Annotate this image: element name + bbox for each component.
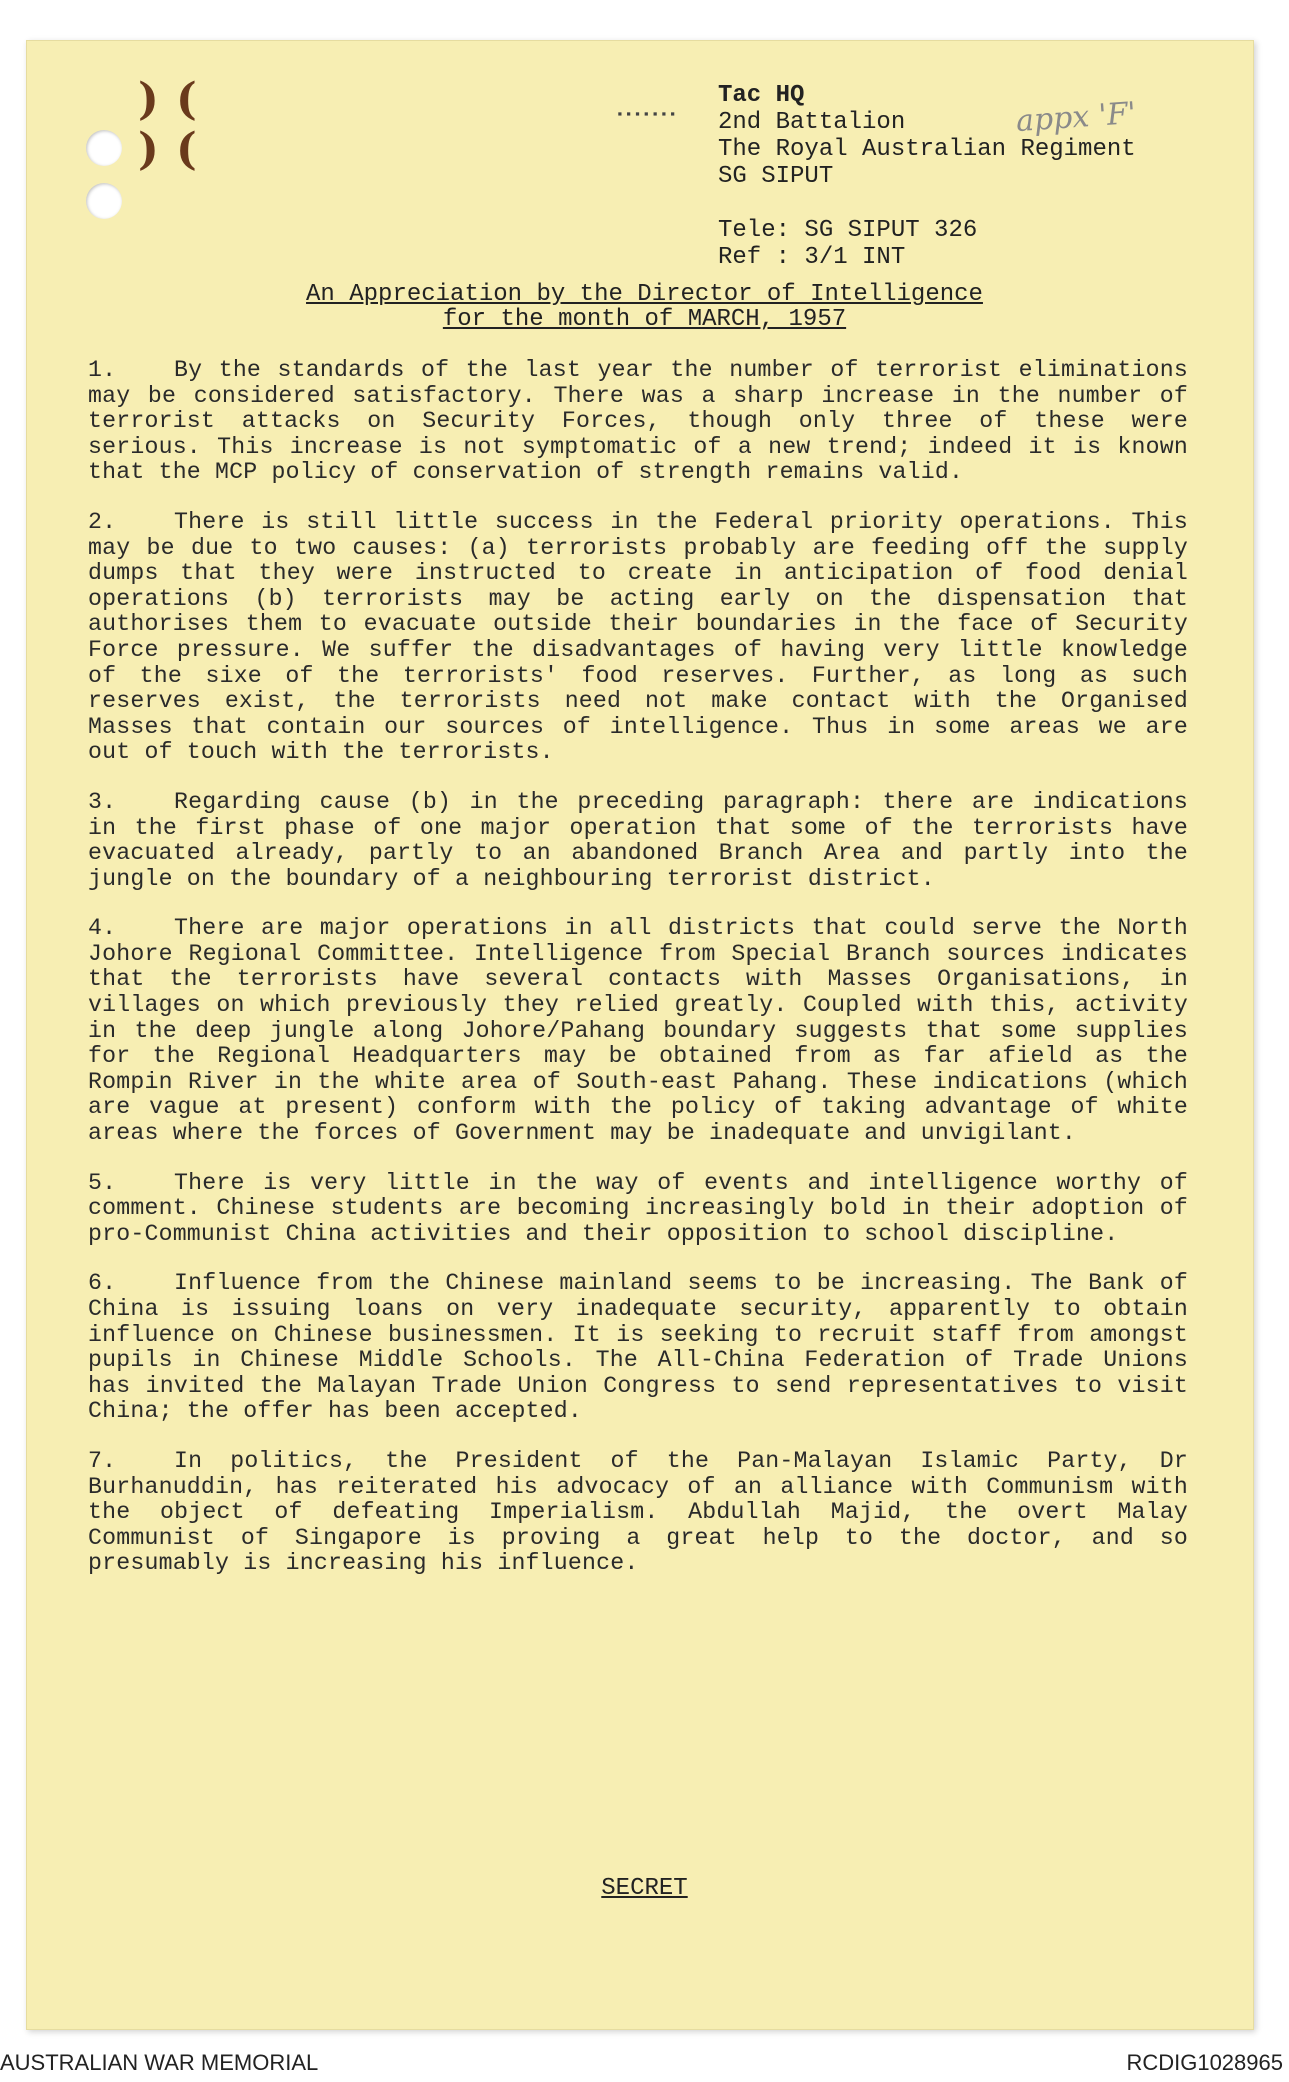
paragraph-number: 3. (88, 788, 117, 815)
paragraph (88, 790, 1188, 892)
telephone: Tele: SG SIPUT 326 (718, 217, 978, 244)
paragraph-text: Regarding cause (b) in the preceding paragraph: there are indications in the first phase of one major operation that some of the terrorists have evacuated already, partly to an abandoned Branch Area and partly into the jungle on the boundary of a neighbouring terrorist district. (88, 788, 1188, 892)
letterhead-line: 2nd Battalion (718, 109, 906, 136)
paragraph (88, 358, 1188, 486)
staple-mark: ( (176, 124, 197, 175)
document-body (88, 358, 1188, 1601)
paragraph-number: 7. (88, 1447, 117, 1474)
paragraph-text: In politics, the President of the Pan-Malayan Islamic Party, Dr Burhanuddin, has reiterated his advocacy of an alliance with Communism with the object of defeating Imperialism. Abdullah Majid, the overt Malay Communist of Singapore is proving a great help to the doctor, and so presumably is increasing his influence. (88, 1447, 1188, 1577)
punch-hole (86, 130, 122, 166)
staple-mark: ( (176, 74, 197, 125)
paragraph-number: 5. (88, 1169, 117, 1196)
staple-mark: ) (138, 124, 159, 175)
letterhead-line: Tac HQ (718, 82, 805, 109)
reference: Ref : 3/1 INT (718, 244, 906, 271)
paragraph (88, 1271, 1188, 1425)
paragraph-text: Influence from the Chinese mainland seems to be increasing. The Bank of China is issuing loans on very inadequate security, apparently to obtain influence on Chinese businessmen. It is seeking to recruit staff from amongst pupils in Chinese Middle Schools. The All-China Federation of Trade Unions has invited the Malayan Trade Union Congress to send representatives to visit China; the offer has been accepted. (88, 1270, 1188, 1425)
paragraph-text: By the standards of the last year the number of terrorist eliminations may be considered satisfactory. There was a sharp increase in the number of terrorist attacks on Security Forces, though only three of these were serious. This increase is not symptomatic of a new trend; indeed it is known that the MCP policy of conservation of strength remains valid. (88, 357, 1188, 486)
title-line: for the month of MARCH, 1957 (442, 306, 847, 333)
letterhead-line: The Royal Australian Regiment (718, 136, 1136, 163)
archive-credit: AUSTRALIAN WAR MEMORIAL (0, 2050, 319, 2075)
paragraph-text: There is still little success in the Federal priority operations. This may be due to two causes: (a) terrorists probably are feeding off the supply dumps that they were instructed to create in anticipation of food denial operations (b) terrorists may be acting early on the dispensation that authorises them to evacuate outside their boundaries in the face of Security Force pressure. We suffer the disadvantages of having very little knowledge of the sixe of the terrorists' food reserves. Further, as long as such reserves exist, the terrorists need not make contact with the Organised Masses that contain our sources of intelligence. Thus in some areas we are out of touch with the terrorists. (88, 508, 1188, 766)
punch-hole (86, 183, 122, 219)
title-line: An Appreciation by the Director of Intelligence (306, 281, 983, 308)
paragraph (88, 1449, 1188, 1577)
letterhead-line: SG SIPUT (718, 163, 834, 190)
paragraph-number: 1. (88, 357, 117, 383)
letterhead (718, 82, 1136, 271)
paragraph-text: There are major operations in all districts that could serve the North Johore Regional Committee. Intelligence from Special Branch sources indicates that the terrorists have several contacts with Masses Organisations, in villages on which previously they relied greatly. Coupled with this, activity in the deep jungle along Johore/Pahang boundary suggests that some supplies for the Regional Headquarters may be obtained from as far afield as the Rompin River in the white area of South-east Pahang. These indications (which are vague at present) conform with the policy of taking advantage of white areas where the forces of Government may be inadequate and unvigilant. (88, 915, 1188, 1147)
paragraph-number: 6. (88, 1270, 117, 1297)
handwritten-note: appx 'F' (1014, 95, 1138, 140)
paragraph (88, 1171, 1188, 1248)
perforation-mark: ▪▪▪▪▪▪▪ (616, 107, 678, 122)
archive-id: RCDIG1028965 (1126, 2050, 1283, 2075)
paragraph-text: There is very little in the way of events and intelligence worthy of comment. Chinese students are becoming increasingly bold in their adoption of pro-Communist China activities and their opposition to school discipline. (88, 1169, 1188, 1247)
paragraph (88, 510, 1188, 766)
staple-mark: ) (138, 74, 159, 125)
classification-marking: SECRET (601, 1875, 688, 1902)
paragraph (88, 916, 1188, 1146)
paragraph-number: 4. (88, 915, 117, 942)
document-title (0, 282, 1289, 332)
paragraph-number: 2. (88, 508, 117, 535)
